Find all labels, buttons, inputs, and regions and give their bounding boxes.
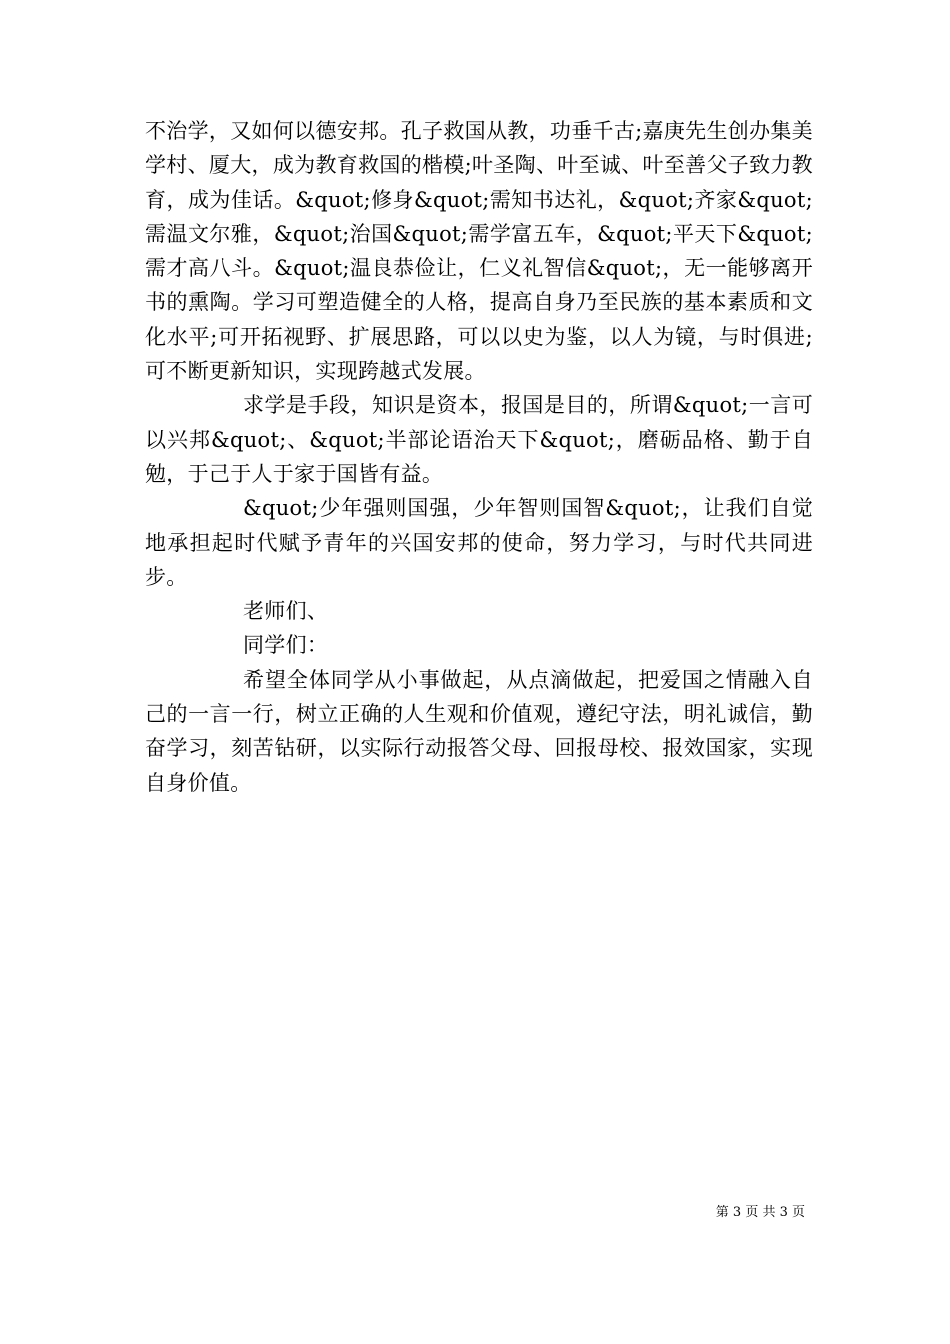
paragraph-1: 不治学，又如何以德安邦。孔子救国从教，功垂千古;嘉庚先生创办集美学村、厦大，成为教育救国的楷模;叶圣陶、叶至诚、叶至善父子致力教育，成为佳话。&quot;修身&quot;需知书达礼，&quot;齐家&quot;需温文尔雅，&quot;治国&quot;需学富五车，&quot;平天下&quot;需才高八斗。&quot;温良恭俭让，仁义礼智信&quot;，无一能够离开书的熏陶。学习可塑造健全的人格，提高自身乃至民族的基本素质和文化水平;可开拓视野、扩展思路，可以以史为鉴，以人为镜，与时俱进;可不断更新知识，实现跨越式发展。	[145, 119, 813, 384]
salutation-teachers: 老师们、	[243, 599, 329, 624]
paragraph-3: &quot;少年强则国强，少年智则国智&quot;，让我们自觉地承担起时代赋予青年的兴国安邦的使命，努力学习，与时代共同进步。	[145, 496, 813, 589]
document-body	[145, 114, 813, 800]
page-number: 第 3 页 共 3 页	[715, 1205, 805, 1220]
paragraph-closing: 希望全体同学从小事做起，从点滴做起，把爱国之情融入自己的一言一行，树立正确的人生观和价值观，遵纪守法，明礼诚信，勤奋学习，刻苦钻研，以实际行动报答父母、回报母校、报效国家，实现自身价值。	[145, 667, 813, 795]
paragraph-2: 求学是手段，知识是资本，报国是目的，所谓&quot;一言可以兴邦&quot;、&quot;半部论语治天下&quot;，磨砺品格、勤于自勉，于己于人于家于国皆有益。	[145, 393, 813, 486]
salutation-students: 同学们：	[243, 633, 329, 658]
